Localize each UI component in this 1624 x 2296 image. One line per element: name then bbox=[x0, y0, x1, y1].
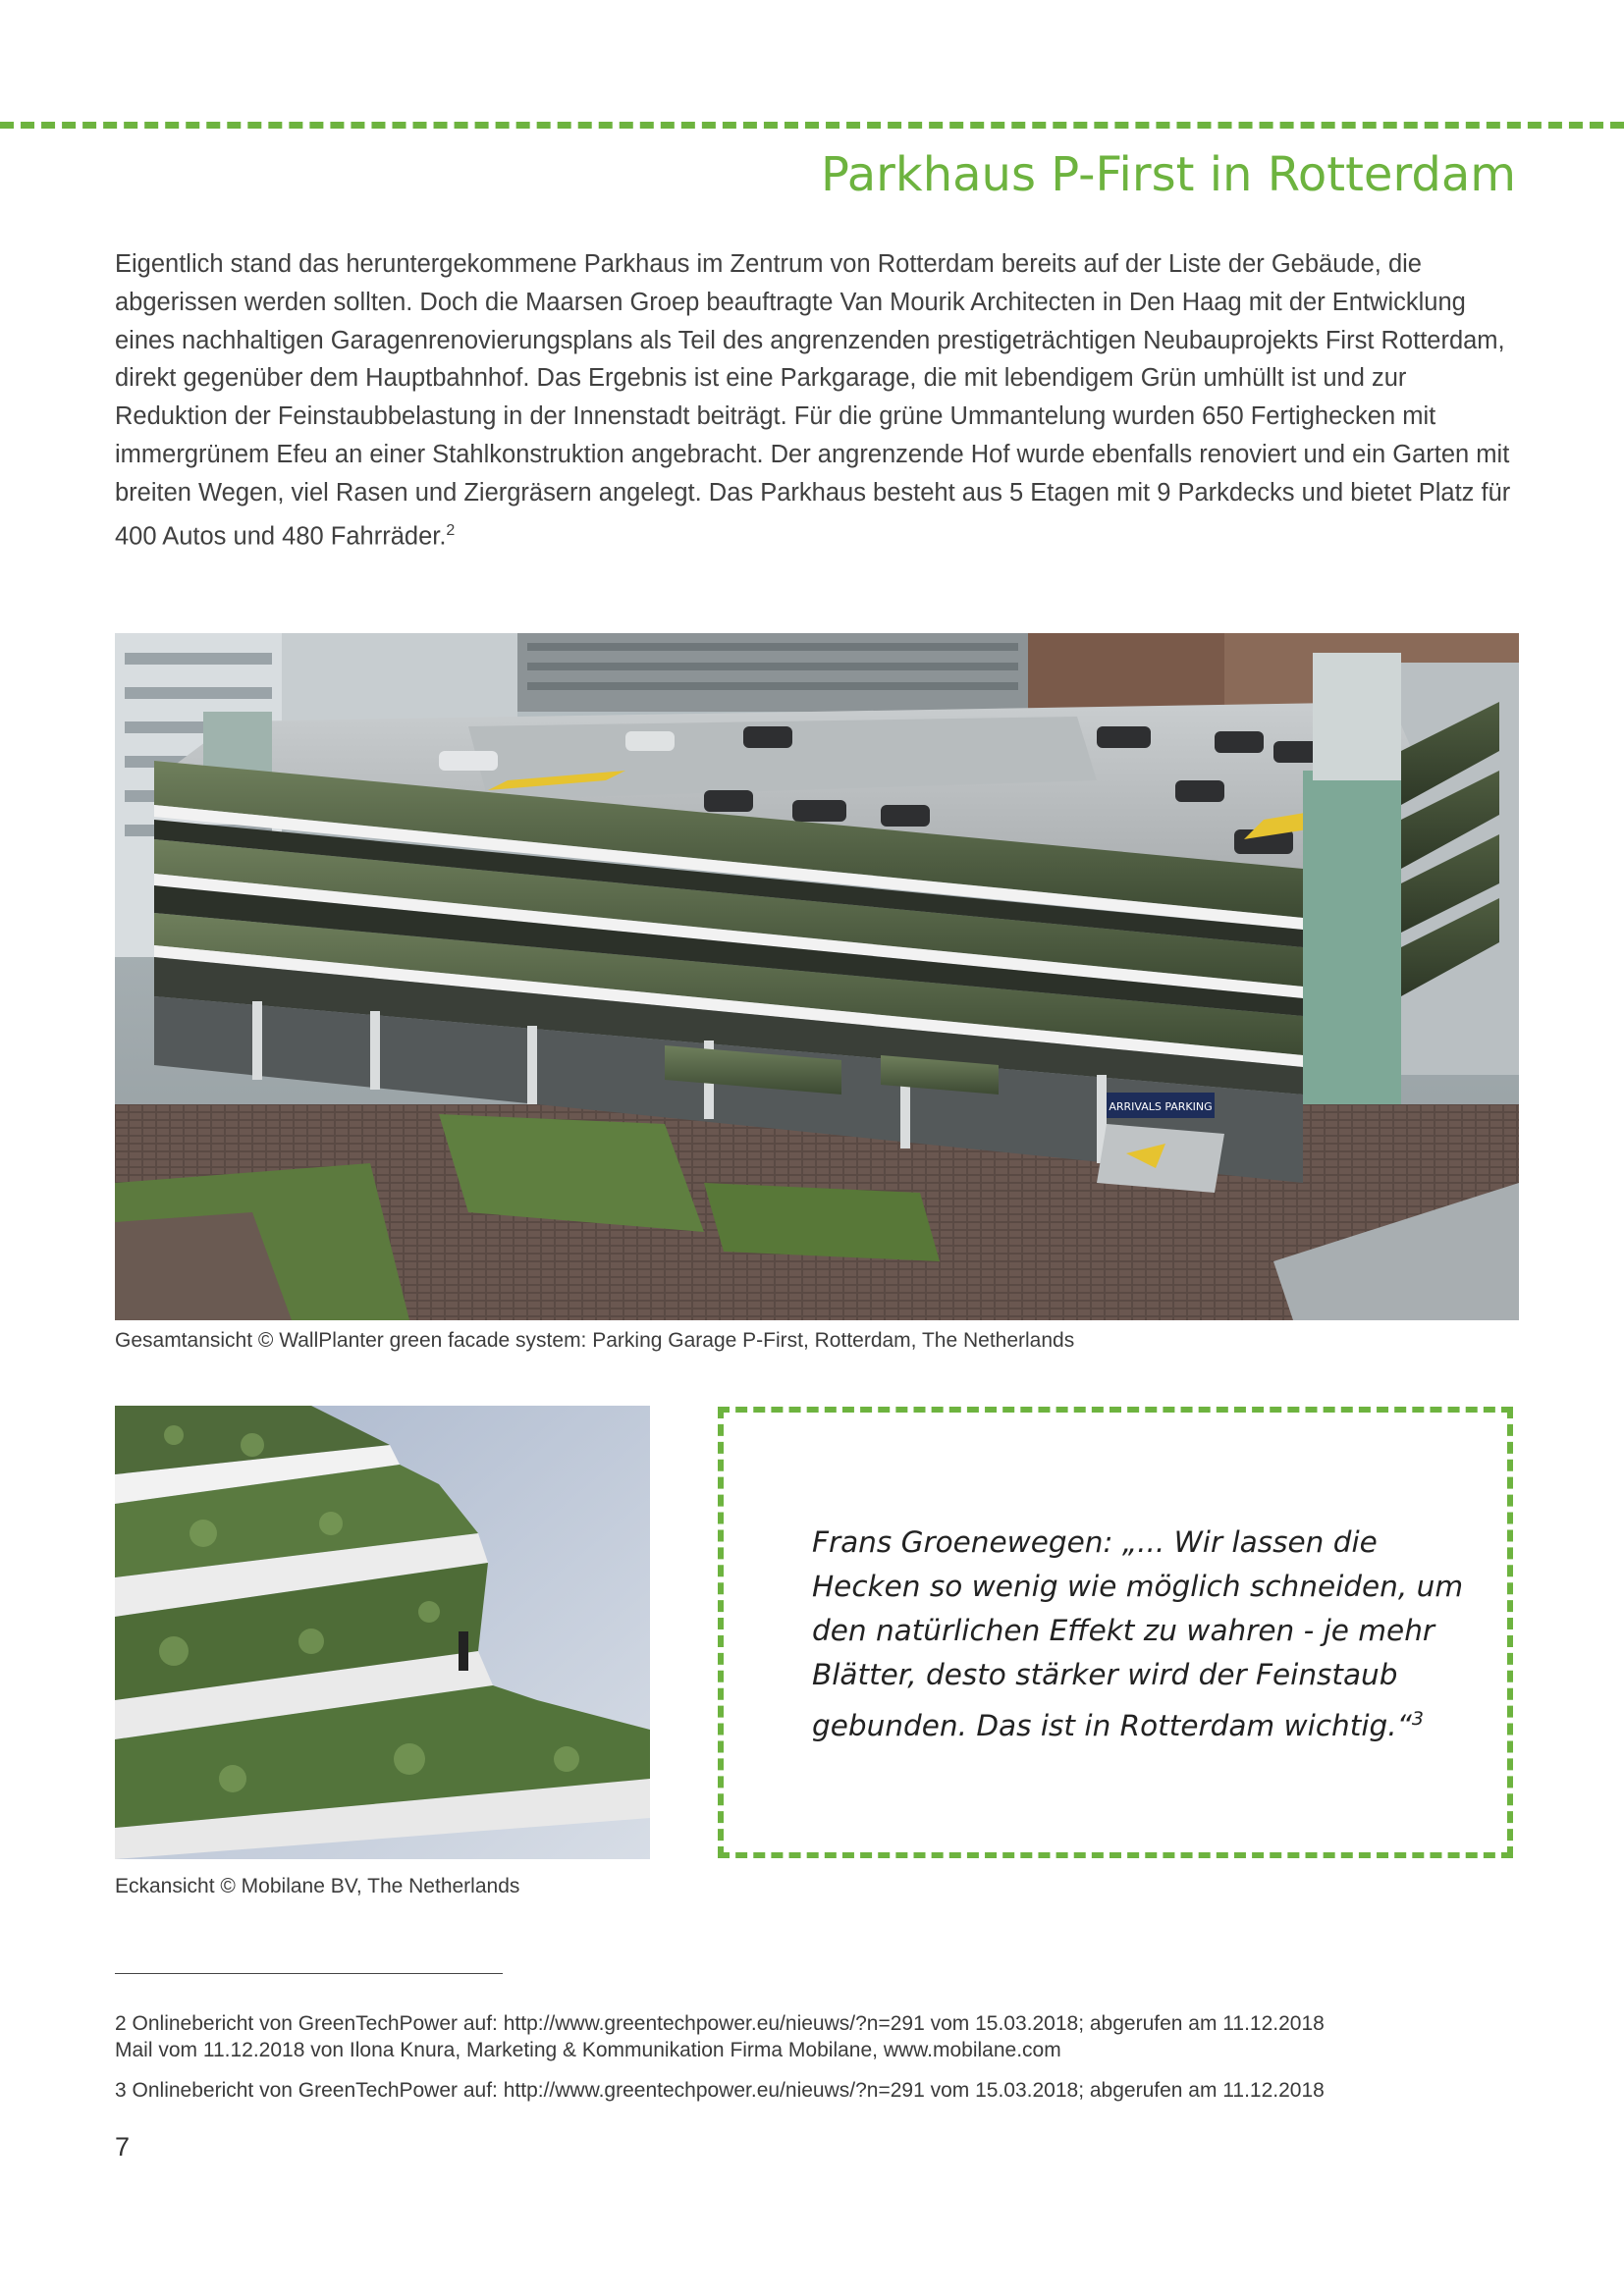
footnote-divider bbox=[115, 1973, 503, 1974]
footnote-2-line-1: 2 Onlinebericht von GreenTechPower auf: http://www.greentechpower.eu/nieuws/?n=291 vom 15.03.2018; abgerufen am 11.12.2018 bbox=[115, 2012, 1325, 2035]
corner-photo-caption: Eckansicht © Mobilane BV, The Netherlands bbox=[115, 1875, 520, 1897]
arrivals-parking-sign: ARRIVALS PARKING bbox=[1109, 1100, 1213, 1113]
main-photo-caption: Gesamtansicht © WallPlanter green facade system: Parking Garage P-First, Rotterdam, The Netherlands bbox=[115, 1329, 1075, 1352]
corner-view-illustration bbox=[115, 1406, 650, 1859]
quote-body: Frans Groenewegen: „... Wir lassen die Hecken so wenig wie möglich schneiden, um den natürlichen Effekt zu wahren - je mehr Blätter, desto stärker wird der Feinstaub gebunden. Das ist in Rotterdam wichtig.“ bbox=[812, 1525, 1464, 1742]
corner-photo-green-facade bbox=[115, 1406, 650, 1859]
footnote-ref-3: 3 bbox=[1411, 1708, 1424, 1730]
quote-box bbox=[718, 1407, 1513, 1858]
footnote-3: 3 Onlinebericht von GreenTechPower auf: http://www.greentechpower.eu/nieuws/?n=291 vom 15.03.2018; abgerufen am 11.12.2018 bbox=[115, 2079, 1325, 2102]
intro-text: Eigentlich stand das heruntergekommene Parkhaus im Zentrum von Rotterdam bereits auf der Liste der Gebäude, die abgerissen werden sollten. Doch die Maarsen Groep beauftragte Van Mourik Architecten in Den Haag mit der Entwicklung eines nachhaltigen Garagenrenovierungsplans als Teil des angrenzenden prestigeträchtigen Neubauprojekts First Rotterdam, direkt gegenüber dem Hauptbahnhof. Das Ergebnis ist eine Parkgarage, die mit lebendigem Grün umhüllt ist und zur Reduktion der Feinstaubbelastung in der Innenstadt beiträgt. Für die grüne Ummantelung wurden 650 Fertighecken mit immergrünem Efeu an einer Stahlkonstruktion angebracht. Der angrenzende Hof wurde ebenfalls renoviert und ein Garten mit breiten Wegen, viel Rasen und Ziergräsern angelegt. Das Parkhaus besteht aus 5 Etagen mit 9 Parkdecks und bietet Platz für 400 Autos und 480 Fahrräder. bbox=[115, 250, 1511, 551]
intro-paragraph bbox=[115, 245, 1519, 556]
main-photo-parking-garage bbox=[115, 633, 1519, 1320]
footnote-2-line-2: Mail vom 11.12.2018 von Ilona Knura, Marketing & Kommunikation Firma Mobilane, www.mobilane.com bbox=[115, 2039, 1061, 2061]
section-title: Parkhaus P-First in Rotterdam bbox=[820, 147, 1516, 202]
parking-garage-illustration bbox=[115, 633, 1519, 1320]
quote-text bbox=[812, 1521, 1480, 1748]
page-number: 7 bbox=[115, 2132, 131, 2162]
footnote-ref-2: 2 bbox=[446, 521, 456, 539]
top-dashed-divider bbox=[0, 122, 1624, 129]
